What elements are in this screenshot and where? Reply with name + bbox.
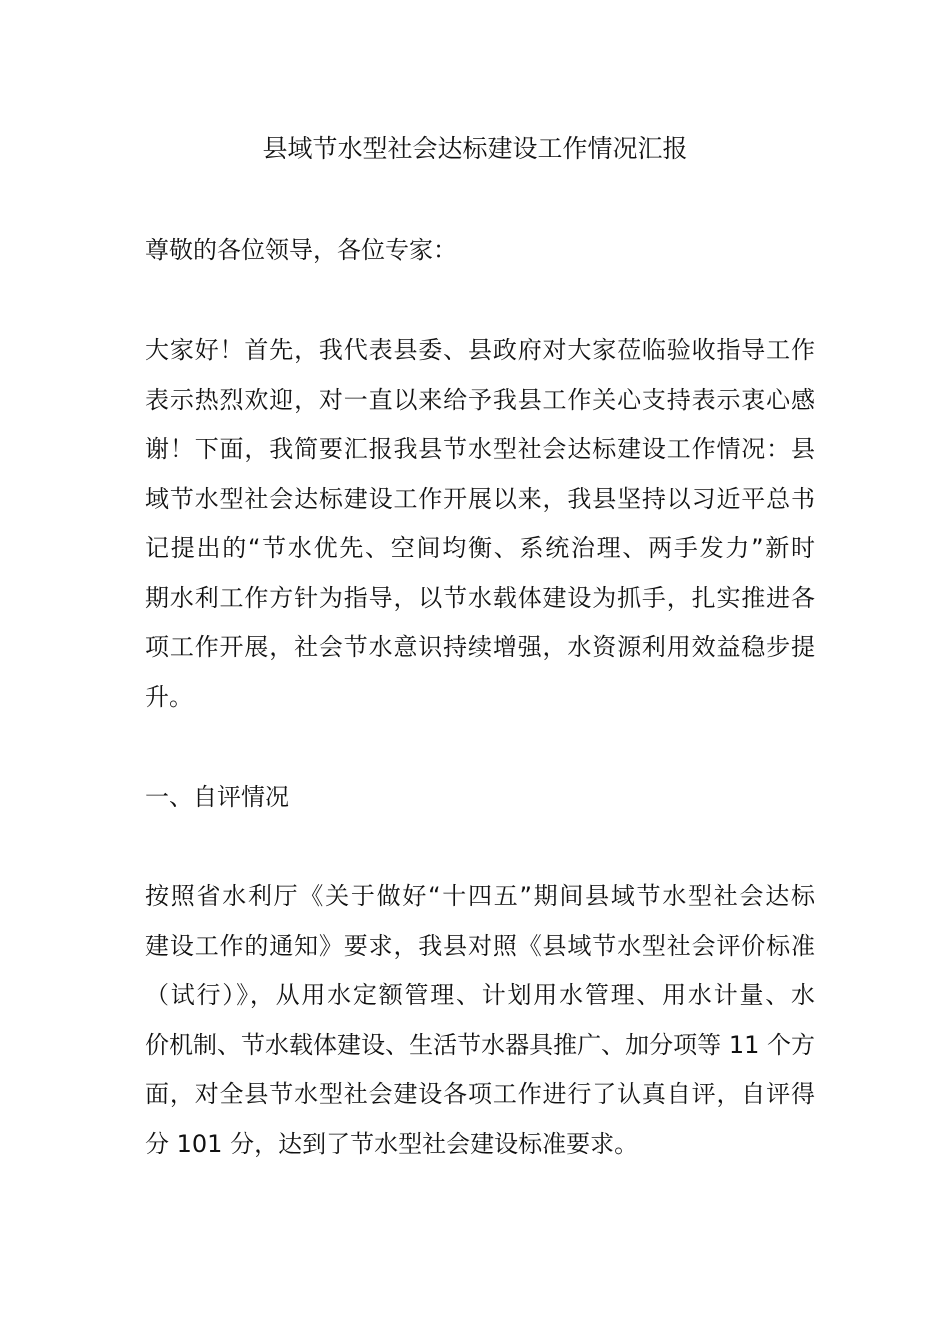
paragraph-line: 分 101 分，达到了节水型社会建设标准要求。 bbox=[145, 1129, 639, 1158]
paragraph-line: 升。 bbox=[145, 682, 193, 711]
paragraph-line: 谢！下面，我简要汇报我县节水型社会达标建设工作情况：县 bbox=[145, 435, 815, 463]
paragraph-line: 记提出的“节水优先、空间均衡、系统治理、两手发力”新时 bbox=[145, 534, 815, 562]
document-title: 县域节水型社会达标建设工作情况汇报 bbox=[262, 134, 688, 163]
paragraph-line: 期水利工作方针为指导，以节水载体建设为抓手，扎实推进各 bbox=[145, 583, 815, 612]
paragraph-line: 表示热烈欢迎，对一直以来给予我县工作关心支持表示衷心感 bbox=[145, 385, 815, 414]
salutation: 尊敬的各位领导，各位专家： bbox=[145, 236, 457, 264]
paragraph-line: 域节水型社会达标建设工作开展以来，我县坚持以习近平总书 bbox=[145, 484, 815, 513]
paragraph-line: 大家好！首先，我代表县委、县政府对大家莅临验收指导工作 bbox=[145, 336, 815, 364]
paragraph-self-evaluation bbox=[145, 872, 815, 1169]
paragraph-line: 项工作开展，社会节水意识持续增强，水资源利用效益稳步提 bbox=[145, 633, 815, 661]
section-heading-self-evaluation: 一、自评情况 bbox=[145, 783, 289, 811]
paragraph-line: 建设工作的通知》要求，我县对照《县域节水型社会评价标准 bbox=[145, 931, 815, 960]
paragraph-line: 价机制、节水载体建设、生活节水器具推广、加分项等 11 个方 bbox=[145, 1030, 815, 1059]
paragraph-opening bbox=[145, 326, 815, 722]
paragraph-line: 面，对全县节水型社会建设各项工作进行了认真自评，自评得 bbox=[145, 1080, 815, 1108]
paragraph-line: （试行）》，从用水定额管理、计划用水管理、用水计量、水 bbox=[145, 981, 815, 1009]
paragraph-line: 按照省水利厅《关于做好“十四五”期间县域节水型社会达标 bbox=[145, 882, 815, 910]
